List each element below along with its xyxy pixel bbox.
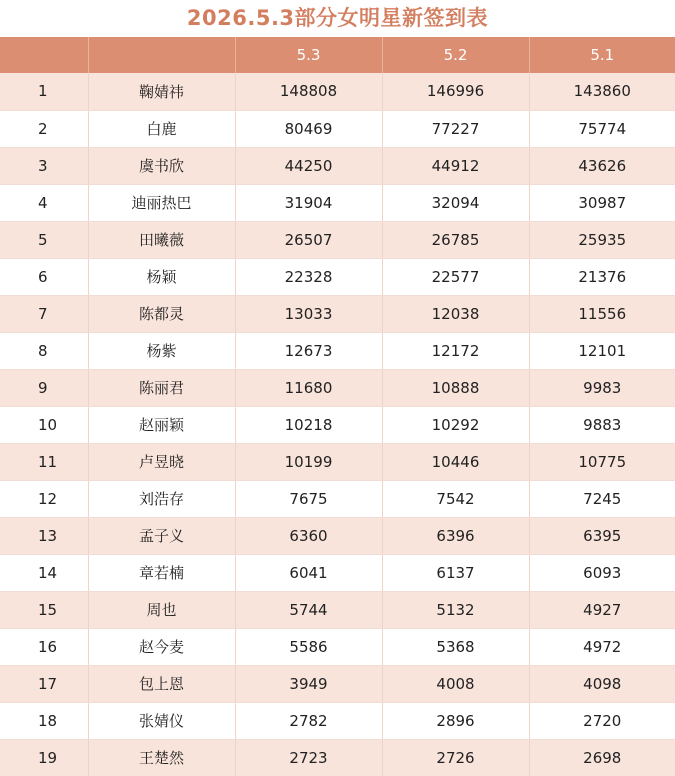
name-cell: 虞书欣 [88, 147, 235, 184]
name-cell: 赵丽颖 [88, 406, 235, 443]
value-cell-5-2: 12038 [382, 295, 529, 332]
value-cell-5-3: 10199 [235, 443, 382, 480]
rank-cell: 11 [0, 443, 88, 480]
table-body [0, 73, 675, 776]
table-title: 2026.5.3部分女明星新签到表 [186, 6, 489, 30]
value-cell-5-3: 80469 [235, 110, 382, 147]
value-cell-5-2: 5132 [382, 591, 529, 628]
value-cell-5-3: 2782 [235, 702, 382, 739]
name-cell: 陈丽君 [88, 369, 235, 406]
name-cell: 迪丽热巴 [88, 184, 235, 221]
value-cell-5-1: 9883 [529, 406, 675, 443]
value-cell-5-2: 2896 [382, 702, 529, 739]
table-row [0, 295, 675, 332]
rank-cell: 3 [0, 147, 88, 184]
rank-cell: 9 [0, 369, 88, 406]
header-rank [0, 37, 88, 73]
table-row [0, 184, 675, 221]
value-cell-5-3: 44250 [235, 147, 382, 184]
rank-cell: 19 [0, 739, 88, 776]
name-cell: 杨紫 [88, 332, 235, 369]
table-row [0, 221, 675, 258]
rank-cell: 14 [0, 554, 88, 591]
rank-cell: 13 [0, 517, 88, 554]
rank-cell: 5 [0, 221, 88, 258]
rank-cell: 17 [0, 665, 88, 702]
value-cell-5-2: 10446 [382, 443, 529, 480]
rank-cell: 18 [0, 702, 88, 739]
value-cell-5-2: 22577 [382, 258, 529, 295]
header-row [0, 37, 675, 73]
rank-cell: 10 [0, 406, 88, 443]
value-cell-5-1: 12101 [529, 332, 675, 369]
name-cell: 杨颖 [88, 258, 235, 295]
value-cell-5-2: 10888 [382, 369, 529, 406]
name-cell: 周也 [88, 591, 235, 628]
table-row [0, 258, 675, 295]
value-cell-5-2: 77227 [382, 110, 529, 147]
name-cell: 赵今麦 [88, 628, 235, 665]
value-cell-5-3: 148808 [235, 73, 382, 110]
value-cell-5-3: 26507 [235, 221, 382, 258]
value-cell-5-3: 11680 [235, 369, 382, 406]
rank-cell: 1 [0, 73, 88, 110]
value-cell-5-1: 25935 [529, 221, 675, 258]
table-row [0, 554, 675, 591]
table-row [0, 480, 675, 517]
table-row [0, 406, 675, 443]
name-cell: 刘浩存 [88, 480, 235, 517]
value-cell-5-3: 12673 [235, 332, 382, 369]
table-row [0, 665, 675, 702]
value-cell-5-2: 26785 [382, 221, 529, 258]
value-cell-5-2: 5368 [382, 628, 529, 665]
name-cell: 鞠婧祎 [88, 73, 235, 110]
value-cell-5-1: 21376 [529, 258, 675, 295]
value-cell-5-2: 32094 [382, 184, 529, 221]
name-cell: 田曦薇 [88, 221, 235, 258]
value-cell-5-1: 7245 [529, 480, 675, 517]
header-date-1: 5.3 [235, 37, 382, 73]
value-cell-5-3: 10218 [235, 406, 382, 443]
table-row [0, 332, 675, 369]
value-cell-5-1: 4972 [529, 628, 675, 665]
value-cell-5-3: 7675 [235, 480, 382, 517]
table-row [0, 147, 675, 184]
value-cell-5-3: 6041 [235, 554, 382, 591]
rank-cell: 7 [0, 295, 88, 332]
value-cell-5-3: 6360 [235, 517, 382, 554]
rank-cell: 2 [0, 110, 88, 147]
value-cell-5-1: 9983 [529, 369, 675, 406]
value-cell-5-3: 31904 [235, 184, 382, 221]
value-cell-5-2: 6396 [382, 517, 529, 554]
value-cell-5-2: 10292 [382, 406, 529, 443]
value-cell-5-2: 6137 [382, 554, 529, 591]
value-cell-5-1: 6093 [529, 554, 675, 591]
value-cell-5-1: 2698 [529, 739, 675, 776]
value-cell-5-1: 11556 [529, 295, 675, 332]
name-cell: 卢昱晓 [88, 443, 235, 480]
value-cell-5-1: 10775 [529, 443, 675, 480]
value-cell-5-3: 5586 [235, 628, 382, 665]
value-cell-5-3: 2723 [235, 739, 382, 776]
name-cell: 章若楠 [88, 554, 235, 591]
rank-cell: 4 [0, 184, 88, 221]
table-row [0, 73, 675, 110]
table-row [0, 739, 675, 776]
table-row [0, 443, 675, 480]
value-cell-5-2: 12172 [382, 332, 529, 369]
rank-cell: 16 [0, 628, 88, 665]
value-cell-5-2: 146996 [382, 73, 529, 110]
name-cell: 张婧仪 [88, 702, 235, 739]
value-cell-5-2: 7542 [382, 480, 529, 517]
value-cell-5-1: 2720 [529, 702, 675, 739]
header-date-3: 5.1 [590, 46, 615, 64]
rank-cell: 12 [0, 480, 88, 517]
table-row [0, 591, 675, 628]
name-cell: 孟子义 [88, 517, 235, 554]
rank-cell: 6 [0, 258, 88, 295]
value-cell-5-1: 143860 [529, 73, 675, 110]
value-cell-5-1: 4098 [529, 665, 675, 702]
table-row [0, 110, 675, 147]
rank-cell: 8 [0, 332, 88, 369]
value-cell-5-1: 30987 [529, 184, 675, 221]
value-cell-5-2: 44912 [382, 147, 529, 184]
name-cell: 王楚然 [88, 739, 235, 776]
rank-cell: 15 [0, 591, 88, 628]
header-name [88, 37, 235, 73]
name-cell: 白鹿 [88, 110, 235, 147]
value-cell-5-3: 13033 [235, 295, 382, 332]
name-cell: 陈都灵 [88, 295, 235, 332]
value-cell-5-3: 22328 [235, 258, 382, 295]
value-cell-5-1: 6395 [529, 517, 675, 554]
table-row [0, 517, 675, 554]
header-date-2: 5.2 [382, 37, 529, 73]
table-row [0, 702, 675, 739]
value-cell-5-3: 3949 [235, 665, 382, 702]
value-cell-5-3: 5744 [235, 591, 382, 628]
name-cell: 包上恩 [88, 665, 235, 702]
sign-in-table [0, 37, 675, 776]
value-cell-5-2: 4008 [382, 665, 529, 702]
table-row [0, 628, 675, 665]
value-cell-5-1: 75774 [529, 110, 675, 147]
table-row [0, 369, 675, 406]
value-cell-5-1: 4927 [529, 591, 675, 628]
value-cell-5-2: 2726 [382, 739, 529, 776]
value-cell-5-1: 43626 [529, 147, 675, 184]
